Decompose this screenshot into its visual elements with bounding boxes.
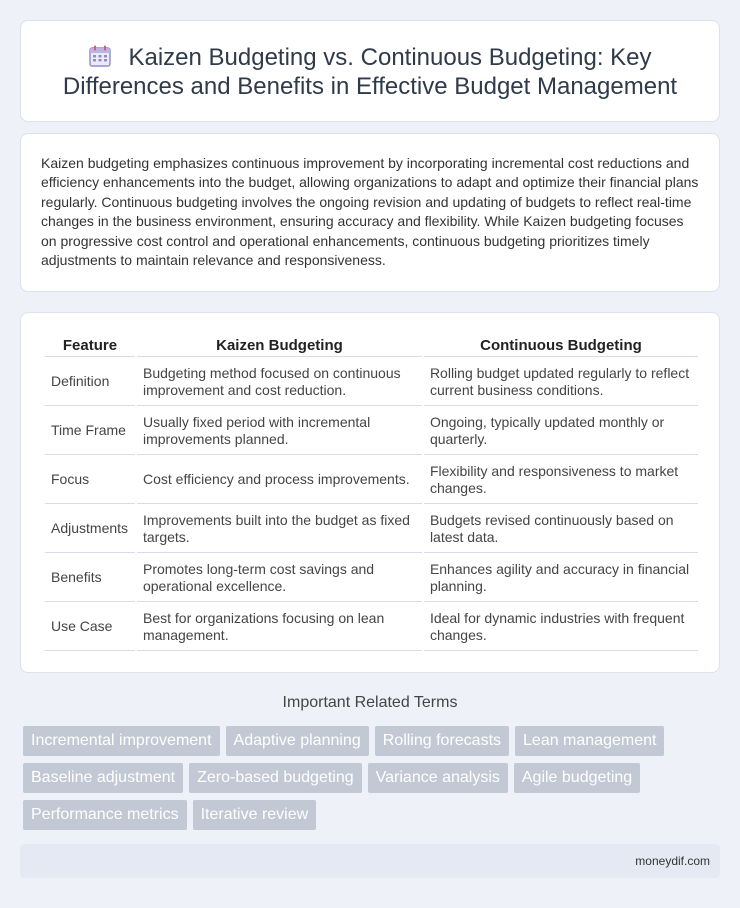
cell-continuous: Flexibility and responsiveness to market changes. (424, 457, 698, 504)
header-feature: Feature (45, 335, 135, 357)
related-term-tag[interactable]: Baseline adjustment (23, 763, 183, 793)
related-term-tag[interactable]: Rolling forecasts (375, 726, 509, 756)
related-term-tag[interactable]: Performance metrics (23, 800, 187, 830)
cell-feature: Adjustments (45, 506, 135, 553)
page-title (51, 43, 689, 101)
cell-kaizen: Best for organizations focusing on lean management. (137, 604, 422, 651)
table-row (45, 359, 698, 406)
cell-kaizen: Budgeting method focused on continuous improvement and cost reduction. (137, 359, 422, 406)
cell-continuous: Budgets revised continuously based on latest data. (424, 506, 698, 553)
related-term-tag[interactable]: Zero-based budgeting (189, 763, 362, 793)
related-term-tag[interactable]: Agile budgeting (514, 763, 640, 793)
related-term-tag[interactable]: Adaptive planning (226, 726, 369, 756)
title-card (20, 20, 720, 122)
cell-feature: Definition (45, 359, 135, 406)
header-kaizen: Kaizen Budgeting (137, 335, 422, 357)
cell-kaizen: Usually fixed period with incremental improvements planned. (137, 408, 422, 455)
cell-continuous: Enhances agility and accuracy in financial planning. (424, 555, 698, 602)
comparison-table (43, 333, 700, 653)
related-term-tag[interactable]: Incremental improvement (23, 726, 220, 756)
header-continuous: Continuous Budgeting (424, 335, 698, 357)
cell-continuous: Ideal for dynamic industries with frequent changes. (424, 604, 698, 651)
footer-site-link[interactable]: moneydif.com (635, 854, 710, 868)
page-title-text: Kaizen Budgeting vs. Continuous Budgeting: Key Differences and Benefits in Effective Budget Management (62, 44, 678, 100)
cell-kaizen: Cost efficiency and process improvements. (137, 457, 422, 504)
table-header-row (45, 335, 698, 357)
intro-paragraph: Kaizen budgeting emphasizes continuous improvement by incorporating incremental cost reductions and efficiency enhancements into the budget, allowing organizations to adapt and optimize their financial plans regularly. Continuous budgeting involves the ongoing revision and updating of budgets to reflect real-time changes in the business environment, ensuring accuracy and flexibility. While Kaizen budgeting focuses on progressive cost control and operational enhancements, continuous budgeting prioritizes timely adjustments to maintain relevance and responsiveness. (41, 155, 699, 269)
cell-continuous: Rolling budget updated regularly to reflect current business conditions. (424, 359, 698, 406)
related-terms-list (23, 726, 713, 830)
related-term-tag[interactable]: Iterative review (193, 800, 317, 830)
calendar-icon (88, 44, 112, 68)
cell-feature: Focus (45, 457, 135, 504)
cell-feature: Use Case (45, 604, 135, 651)
table-row (45, 457, 698, 504)
cell-feature: Benefits (45, 555, 135, 602)
cell-feature: Time Frame (45, 408, 135, 455)
cell-kaizen: Promotes long-term cost savings and operational excellence. (137, 555, 422, 602)
table-row (45, 604, 698, 651)
intro-card (20, 133, 720, 292)
cell-continuous: Ongoing, typically updated monthly or quarterly. (424, 408, 698, 455)
comparison-card (20, 312, 720, 673)
table-row (45, 555, 698, 602)
related-term-tag[interactable]: Variance analysis (368, 763, 508, 793)
footer-bar (20, 844, 720, 878)
related-term-tag[interactable]: Lean management (515, 726, 664, 756)
cell-kaizen: Improvements built into the budget as fixed targets. (137, 506, 422, 553)
table-row (45, 408, 698, 455)
related-terms-title: Important Related Terms (282, 694, 458, 711)
table-row (45, 506, 698, 553)
